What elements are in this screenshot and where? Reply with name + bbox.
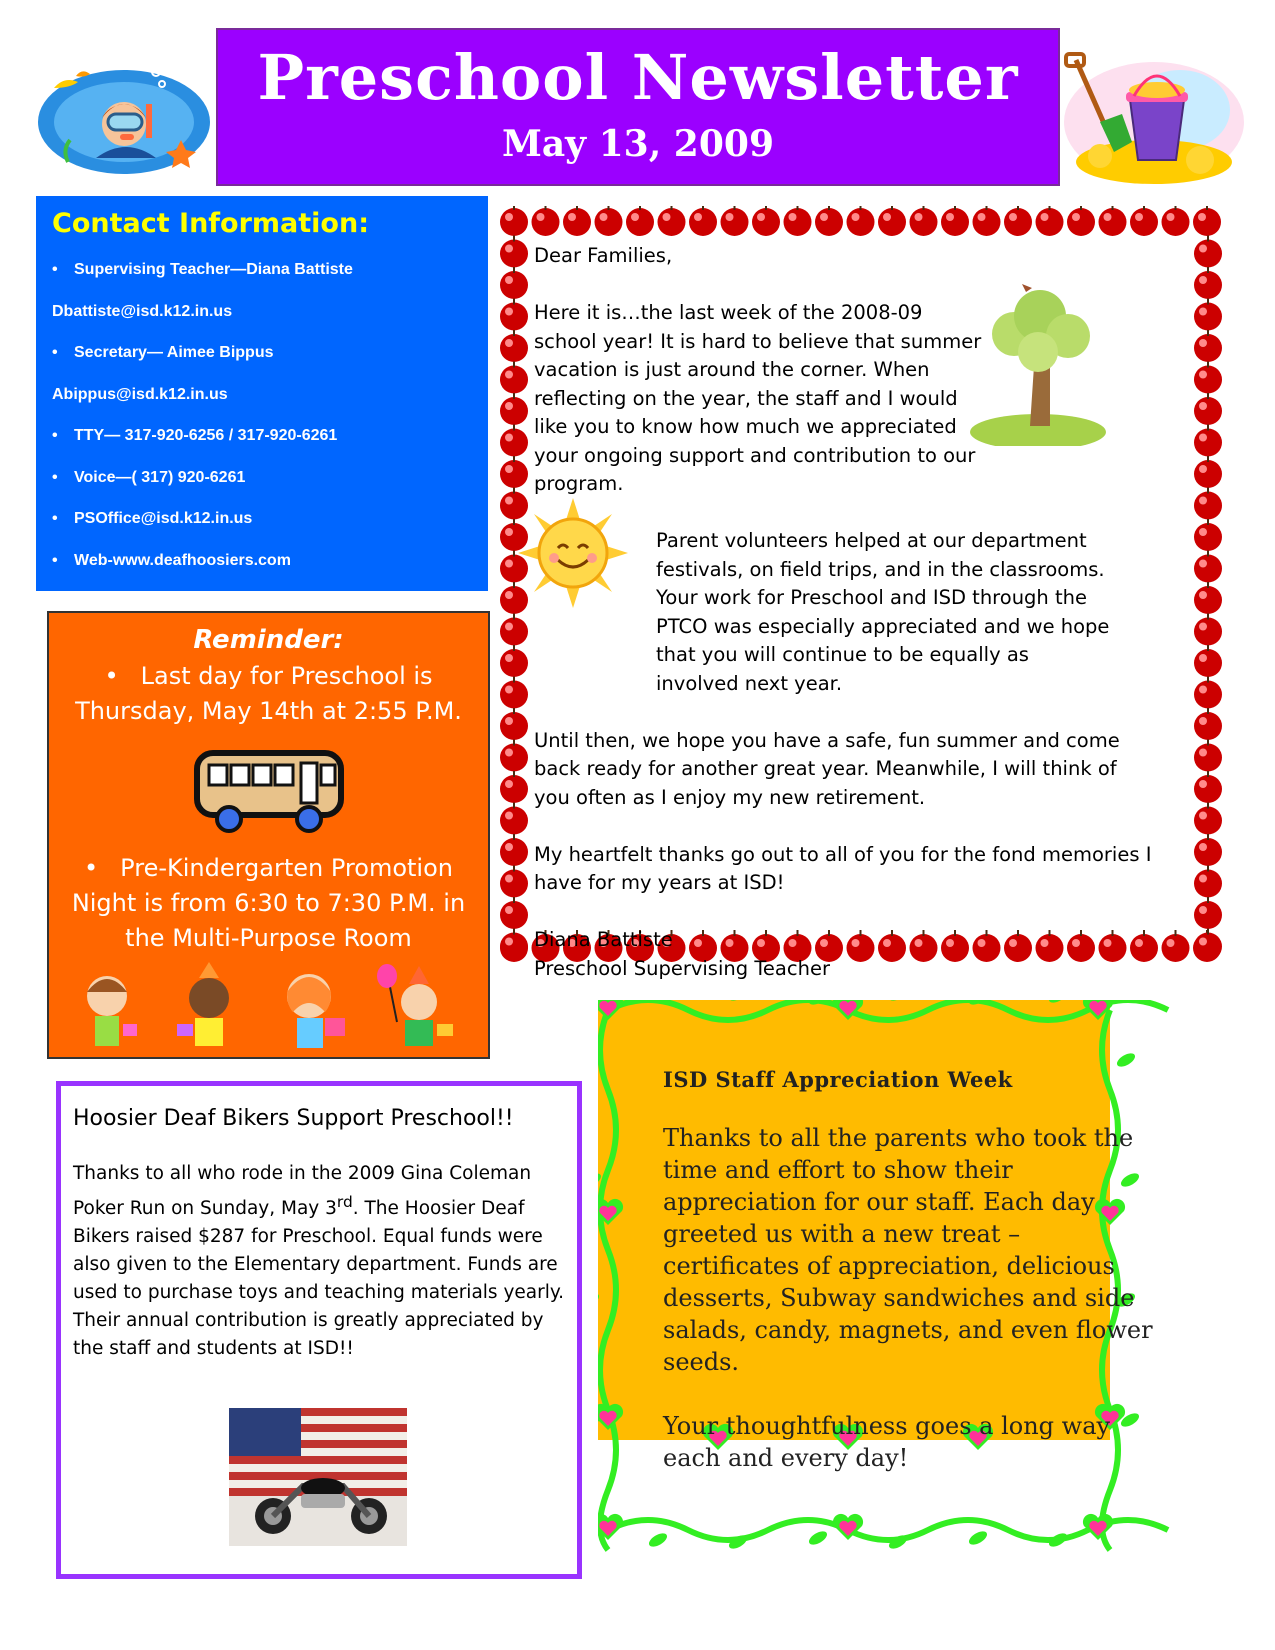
apple-stem — [513, 456, 515, 462]
apple-shine — [505, 213, 513, 221]
apple-icon — [500, 712, 528, 740]
sun-clipart — [518, 498, 628, 608]
bikers-box — [56, 1081, 582, 1579]
apple-shine — [505, 591, 513, 599]
apple-stem — [513, 614, 515, 620]
apple-stem — [797, 206, 799, 210]
apple-icon — [563, 208, 591, 236]
apple-shine — [505, 654, 513, 662]
apple-stem — [513, 582, 515, 588]
apple-shine — [946, 213, 954, 221]
contact-title: Contact Information: — [52, 208, 369, 239]
apple-icon — [752, 208, 780, 236]
letter-paragraph: Here it is…the last week of the 2008-09 school year! It is hard to believe that summer vacation is just around the corner. When reflecting on the year, the staff and I would like you to know how much we appreciated your ongoing support and contribution to our program. — [534, 301, 982, 495]
apple-shine — [505, 780, 513, 788]
tree-clipart — [968, 276, 1108, 446]
apple-stem — [513, 362, 515, 368]
apple-stem — [513, 834, 515, 840]
apple-shine — [757, 213, 765, 221]
apple-shine — [883, 213, 891, 221]
apple-stem — [513, 803, 515, 809]
apple-shine — [1167, 213, 1175, 221]
apple-stem — [1207, 929, 1209, 935]
apple-shine — [1041, 213, 1049, 221]
contact-line: • Supervising Teacher—Diana Battiste — [46, 249, 478, 291]
contact-line: • Secretary— Aimee Bippus — [46, 332, 478, 374]
apple-icon — [500, 240, 528, 268]
bikers-title: Hoosier Deaf Bikers Support Preschool!! — [73, 1106, 514, 1131]
bikers-text: Thanks to all who rode in the 2009 Gina Coleman Poker Run on Sunday, May 3 — [73, 1163, 532, 1220]
apple-shine — [1199, 402, 1207, 410]
letter-greeting: Dear Families, — [534, 244, 673, 267]
reminder-box — [47, 611, 490, 1059]
apple-stem — [1207, 519, 1209, 525]
apple-stem — [1207, 614, 1209, 620]
party-kids-clipart — [59, 962, 479, 1058]
apple-shine — [600, 213, 608, 221]
apple-stem — [513, 929, 515, 935]
letter-paragraph: Until then, we hope you have a safe, fun summer and come back ready for another great year. Meanwhile, I will think of you often as I enjoy my new retirement. — [534, 728, 1120, 809]
apple-shine — [505, 339, 513, 347]
apple-icon — [973, 208, 1001, 236]
apple-stem — [513, 771, 515, 777]
apple-shine — [663, 213, 671, 221]
apple-icon — [500, 681, 528, 709]
apple-stem — [513, 236, 515, 242]
contact-email[interactable]: Abippus@isd.k12.in.us — [52, 385, 228, 403]
apple-shine — [505, 402, 513, 410]
apple-icon — [1067, 208, 1095, 236]
apple-shine — [1009, 213, 1017, 221]
apple-icon — [500, 303, 528, 331]
apple-shine — [1072, 213, 1080, 221]
contact-line: • Voice—( 317) 920-6261 — [46, 457, 478, 499]
reminder-item: • Pre-Kindergarten Promotion Night is from 6:30 to 7:30 P.M. in the Multi-Purpose Room — [49, 851, 488, 956]
apple-stem — [1207, 897, 1209, 903]
apple-stem — [1207, 488, 1209, 494]
apple-shine — [505, 906, 513, 914]
appreciation-paragraph: Thanks to all the parents who took the time and effort to show their appreciation for our staff. Each day greeted us with a new treat – certificates of appreciation, delicious desserts, Subway sandwiches and side salads, candy, magnets, and even flower seeds. — [663, 1124, 1153, 1376]
apple-shine — [505, 749, 513, 757]
apple-shine — [505, 938, 513, 946]
apple-shine — [505, 371, 513, 379]
apple-stem — [1049, 206, 1051, 210]
apple-stem — [1207, 267, 1209, 273]
apple-shine — [978, 213, 986, 221]
apple-shine — [505, 276, 513, 284]
apple-shine — [1199, 276, 1207, 284]
signature-name: Diana Battiste — [534, 928, 673, 951]
apple-icon — [1036, 208, 1064, 236]
apple-shine — [505, 560, 513, 568]
contact-line: • TTY— 317-920-6256 / 317-920-6261 — [46, 415, 478, 457]
apple-stem — [1207, 834, 1209, 840]
apple-icon — [500, 366, 528, 394]
apple-shine — [505, 843, 513, 851]
newsletter-header — [216, 28, 1060, 186]
apple-stem — [1207, 362, 1209, 368]
apple-shine — [537, 213, 545, 221]
apple-stem — [545, 206, 547, 210]
apple-stem — [1207, 425, 1209, 431]
apple-stem — [513, 299, 515, 305]
apple-icon — [1130, 208, 1158, 236]
signature-title: Preschool Supervising Teacher — [534, 956, 830, 980]
apple-shine — [505, 465, 513, 473]
apple-shine — [1199, 875, 1207, 883]
apple-stem — [1080, 206, 1082, 210]
apple-stem — [1207, 236, 1209, 242]
apple-icon — [847, 208, 875, 236]
apple-shine — [1199, 591, 1207, 599]
apple-icon — [500, 933, 528, 961]
letter-paragraph: Parent volunteers helped at our department festivals, on field trips, and in the classrooms. Your work for Preschool and ISD through the PTCO was especially appreciated and we hope that you will continue to be equally as involved next year. — [656, 529, 1110, 695]
apple-shine — [1199, 528, 1207, 536]
newsletter-date: May 13, 2009 — [502, 123, 774, 165]
reminder-item: • Last day for Preschool is Thursday, May 14th at 2:55 P.M. — [49, 659, 488, 729]
apple-shine — [1135, 213, 1143, 221]
apple-stem — [1207, 771, 1209, 777]
sand-bucket-clipart — [1060, 50, 1248, 190]
apple-shine — [505, 623, 513, 631]
apple-stem — [1017, 206, 1019, 210]
apple-shine — [1199, 560, 1207, 568]
apple-shine — [1199, 339, 1207, 347]
apple-stem — [513, 897, 515, 903]
apple-icon — [595, 208, 623, 236]
apple-icon — [500, 901, 528, 929]
apple-stem — [765, 206, 767, 210]
apple-shine — [1199, 371, 1207, 379]
contact-website[interactable]: • Web-www.deafhoosiers.com — [46, 540, 478, 582]
apple-stem — [513, 519, 515, 525]
apple-stem — [734, 206, 736, 210]
apple-stem — [891, 206, 893, 210]
apple-stem — [828, 206, 830, 210]
apple-shine — [1199, 308, 1207, 316]
apple-icon — [1099, 208, 1127, 236]
apple-stem — [1112, 206, 1114, 210]
apple-stem — [1207, 456, 1209, 462]
apple-icon — [658, 208, 686, 236]
apple-stem — [1207, 740, 1209, 746]
apple-shine — [1199, 938, 1207, 946]
apple-stem — [513, 740, 515, 746]
apple-shine — [1199, 245, 1207, 253]
apple-shine — [631, 213, 639, 221]
apple-stem — [1207, 582, 1209, 588]
apple-shine — [1199, 749, 1207, 757]
apple-icon — [941, 208, 969, 236]
apple-shine — [1199, 843, 1207, 851]
apple-stem — [513, 677, 515, 683]
apple-shine — [1199, 780, 1207, 788]
apple-shine — [1104, 213, 1112, 221]
apple-icon — [910, 208, 938, 236]
apple-shine — [505, 497, 513, 505]
letter-paragraph: My heartfelt thanks go out to all of you for the fond memories I have for my years at ISD! — [534, 842, 1152, 894]
apple-stem — [1207, 866, 1209, 872]
apple-icon — [500, 838, 528, 866]
apple-shine — [1199, 434, 1207, 442]
apple-shine — [505, 434, 513, 442]
apple-icon — [532, 208, 560, 236]
apple-shine — [1199, 623, 1207, 631]
apple-shine — [789, 213, 797, 221]
apple-stem — [513, 708, 515, 714]
apple-stem — [1207, 330, 1209, 336]
apple-shine — [1199, 906, 1207, 914]
apple-icon — [1004, 208, 1032, 236]
apple-stem — [671, 206, 673, 210]
apple-shine — [820, 213, 828, 221]
apple-shine — [1198, 213, 1206, 221]
bikers-superscript: rd — [336, 1193, 353, 1211]
bikers-text: . The Hoosier Deaf Bikers raised $287 for Preschool. Equal funds were also given to the Elementary department. Funds are used to purchase toys and teaching materials yearly. Their annual contribution is greatly appreciated by the staff and students at ISD!! — [73, 1198, 565, 1360]
apple-icon — [815, 208, 843, 236]
appreciation-title: ISD Staff Appreciation Week — [663, 1067, 1013, 1092]
apple-icon — [500, 744, 528, 772]
apple-icon — [500, 775, 528, 803]
apple-stem — [954, 206, 956, 210]
apple-icon — [500, 618, 528, 646]
apple-icon — [689, 208, 717, 236]
apple-shine — [505, 875, 513, 883]
apple-icon — [500, 807, 528, 835]
apple-stem — [513, 488, 515, 494]
apple-shine — [505, 812, 513, 820]
apple-stem — [1206, 206, 1208, 210]
apple-stem — [513, 330, 515, 336]
apple-icon — [1193, 208, 1221, 236]
letter-box — [498, 206, 1224, 980]
bikers-body — [73, 1160, 567, 1363]
apple-stem — [1207, 645, 1209, 651]
apple-icon — [500, 429, 528, 457]
apple-stem — [513, 645, 515, 651]
appreciation-body — [663, 1064, 1153, 1506]
apple-stem — [1207, 677, 1209, 683]
apple-icon — [721, 208, 749, 236]
apple-shine — [1199, 497, 1207, 505]
apple-stem — [1175, 206, 1177, 210]
apple-shine — [726, 213, 734, 221]
apple-shine — [1199, 654, 1207, 662]
apple-shine — [1199, 465, 1207, 473]
apple-shine — [505, 686, 513, 694]
apple-stem — [1207, 551, 1209, 557]
apple-shine — [915, 213, 923, 221]
apple-shine — [1199, 812, 1207, 820]
apple-icon — [500, 271, 528, 299]
flag-motorcycle-photo — [229, 1408, 407, 1546]
appreciation-box — [598, 1000, 1224, 1552]
apple-stem — [986, 206, 988, 210]
apple-stem — [513, 551, 515, 557]
apple-icon — [1162, 208, 1190, 236]
apple-shine — [568, 213, 576, 221]
apple-stem — [513, 866, 515, 872]
apple-shine — [1199, 717, 1207, 725]
apple-stem — [1207, 393, 1209, 399]
apple-stem — [1207, 803, 1209, 809]
apple-shine — [505, 528, 513, 536]
diver-clipart — [36, 58, 211, 178]
reminder-title: Reminder: — [193, 625, 344, 655]
apple-stem — [513, 206, 515, 210]
apple-icon — [626, 208, 654, 236]
apple-icon — [500, 460, 528, 488]
apple-icon — [500, 208, 528, 236]
apple-shine — [505, 245, 513, 253]
apple-stem — [923, 206, 925, 210]
apple-icon — [878, 208, 906, 236]
apple-icon — [500, 870, 528, 898]
apple-icon — [784, 208, 812, 236]
appreciation-paragraph: Your thoughtfulness goes a long way each and every day! — [663, 1412, 1111, 1472]
school-bus-icon — [189, 747, 349, 837]
contact-email[interactable]: Dbattiste@isd.k12.in.us — [52, 302, 233, 320]
apple-stem — [513, 425, 515, 431]
apple-stem — [1143, 206, 1145, 210]
apple-stem — [1207, 299, 1209, 305]
apple-stem — [702, 206, 704, 210]
apple-shine — [852, 213, 860, 221]
apple-icon — [500, 649, 528, 677]
apple-icon — [500, 397, 528, 425]
apple-stem — [639, 206, 641, 210]
apple-stem — [1207, 708, 1209, 714]
apple-stem — [860, 206, 862, 210]
apple-shine — [505, 308, 513, 316]
apple-stem — [608, 206, 610, 210]
contact-email[interactable]: • PSOffice@isd.k12.in.us — [46, 498, 478, 540]
contact-info-box — [36, 196, 488, 591]
apple-shine — [1199, 686, 1207, 694]
apple-stem — [513, 267, 515, 273]
apple-stem — [513, 393, 515, 399]
apple-stem — [576, 206, 578, 210]
newsletter-title: Preschool Newsletter — [257, 41, 1019, 114]
apple-shine — [505, 717, 513, 725]
apple-icon — [500, 334, 528, 362]
apple-shine — [694, 213, 702, 221]
